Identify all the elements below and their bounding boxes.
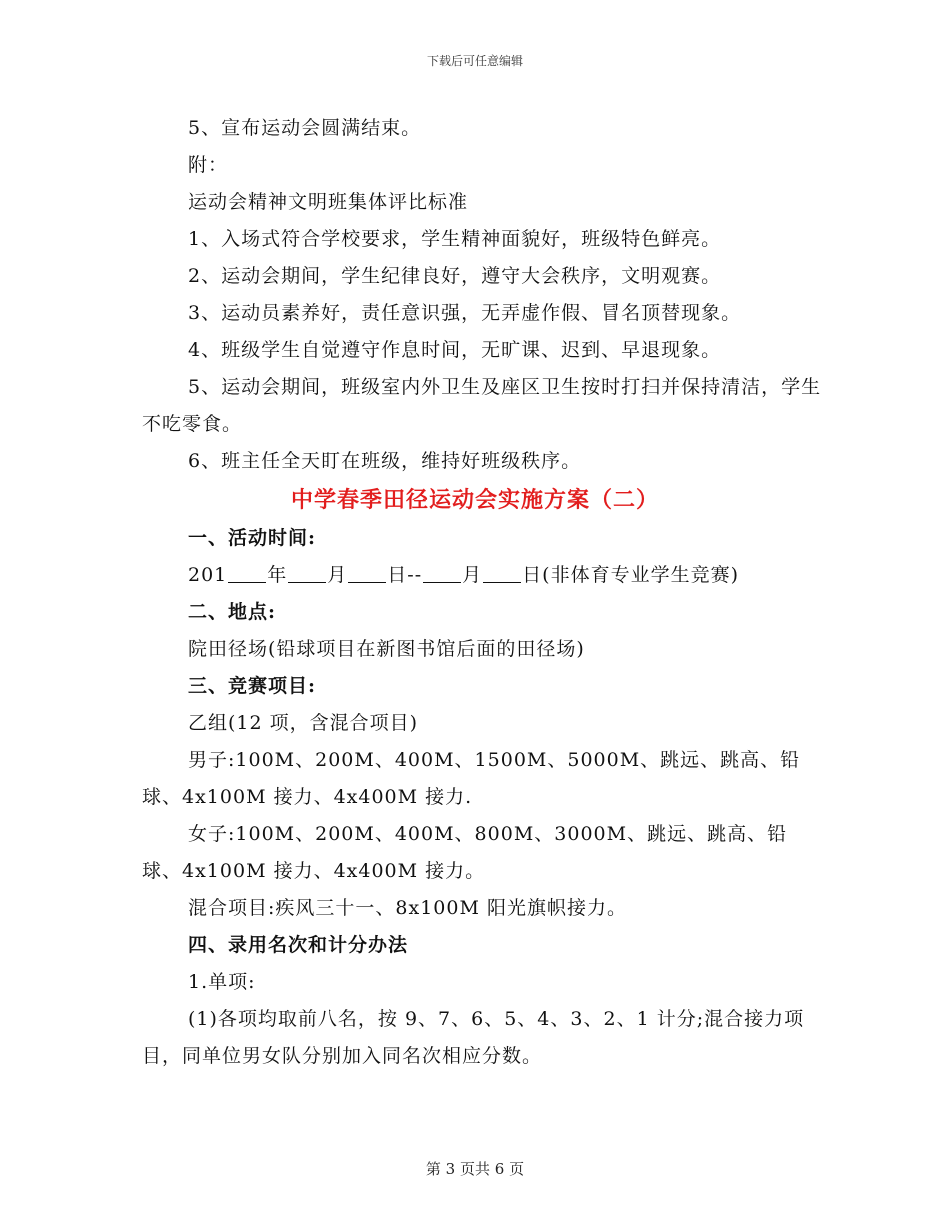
section-heading: 四、录用名次和计分办法 bbox=[188, 934, 409, 956]
section-title: 中学春季田径运动会实施方案（二） bbox=[290, 487, 659, 513]
paragraph: 附： bbox=[188, 154, 229, 176]
criteria-item: 2、运动会期间，学生纪律良好，遵守大会秩序，文明观赛。 bbox=[188, 265, 722, 287]
section-heading: 二、地点: bbox=[188, 601, 277, 623]
date-line bbox=[142, 557, 822, 594]
date-prefix: 201 bbox=[188, 564, 228, 586]
date-month: 月 bbox=[462, 564, 483, 586]
page-footer: 第 3 页共 6 页 bbox=[425, 1160, 525, 1178]
criteria-item: 4、班级学生自觉遵守作息时间，无旷课、迟到、早退现象。 bbox=[188, 339, 722, 361]
paragraph: 院田径场(铅球项目在新图书馆后面的田径场) bbox=[188, 638, 585, 660]
section-heading: 三、竞赛项目: bbox=[188, 675, 317, 697]
criteria-item: 1、入场式符合学校要求，学生精神面貌好，班级特色鲜亮。 bbox=[188, 228, 722, 250]
paragraph: 运动会精神文明班集体评比标准 bbox=[188, 191, 469, 213]
blank-field bbox=[423, 562, 461, 583]
criteria-item: 5、运动会期间，班级室内外卫生及座区卫生按时打扫并保持清洁，学生不吃零食。 bbox=[142, 376, 822, 435]
document-body bbox=[142, 110, 822, 1075]
date-year: 年 bbox=[267, 564, 288, 586]
event-list-women: 女子:100M、200M、400M、800M、3000M、跳远、跳高、铅球、4x100M 接力、4x400M 接力。 bbox=[142, 823, 788, 882]
date-month: 月 bbox=[327, 564, 348, 586]
paragraph: 乙组(12 项，含混合项目) bbox=[188, 712, 419, 734]
date-day: 日(非体育专业学生竞赛) bbox=[522, 564, 739, 586]
date-day: 日-- bbox=[387, 564, 423, 586]
event-list-men: 男子:100M、200M、400M、1500M、5000M、跳远、跳高、铅球、4x100M 接力、4x400M 接力. bbox=[142, 749, 801, 808]
scoring-rule: (1)各项均取前八名，按 9、7、6、5、4、3、2、1 计分;混合接力项目，同单位男女队分别加入同名次相应分数。 bbox=[142, 1008, 805, 1067]
page-header: 下载后可任意编辑 bbox=[426, 54, 523, 68]
criteria-item: 6、班主任全天盯在班级，维持好班级秩序。 bbox=[188, 450, 582, 472]
paragraph: 5、宣布运动会圆满结束。 bbox=[188, 117, 422, 139]
blank-field bbox=[348, 562, 386, 583]
paragraph: 1.单项: bbox=[188, 971, 256, 993]
criteria-item: 3、运动员素养好，责任意识强，无弄虚作假、冒名顶替现象。 bbox=[188, 302, 742, 324]
section-heading: 一、活动时间: bbox=[188, 527, 317, 549]
blank-field bbox=[228, 562, 266, 583]
blank-field bbox=[288, 562, 326, 583]
blank-field bbox=[483, 562, 521, 583]
event-list-mixed: 混合项目:疾风三十一、8x100M 阳光旗帜接力。 bbox=[188, 897, 627, 919]
